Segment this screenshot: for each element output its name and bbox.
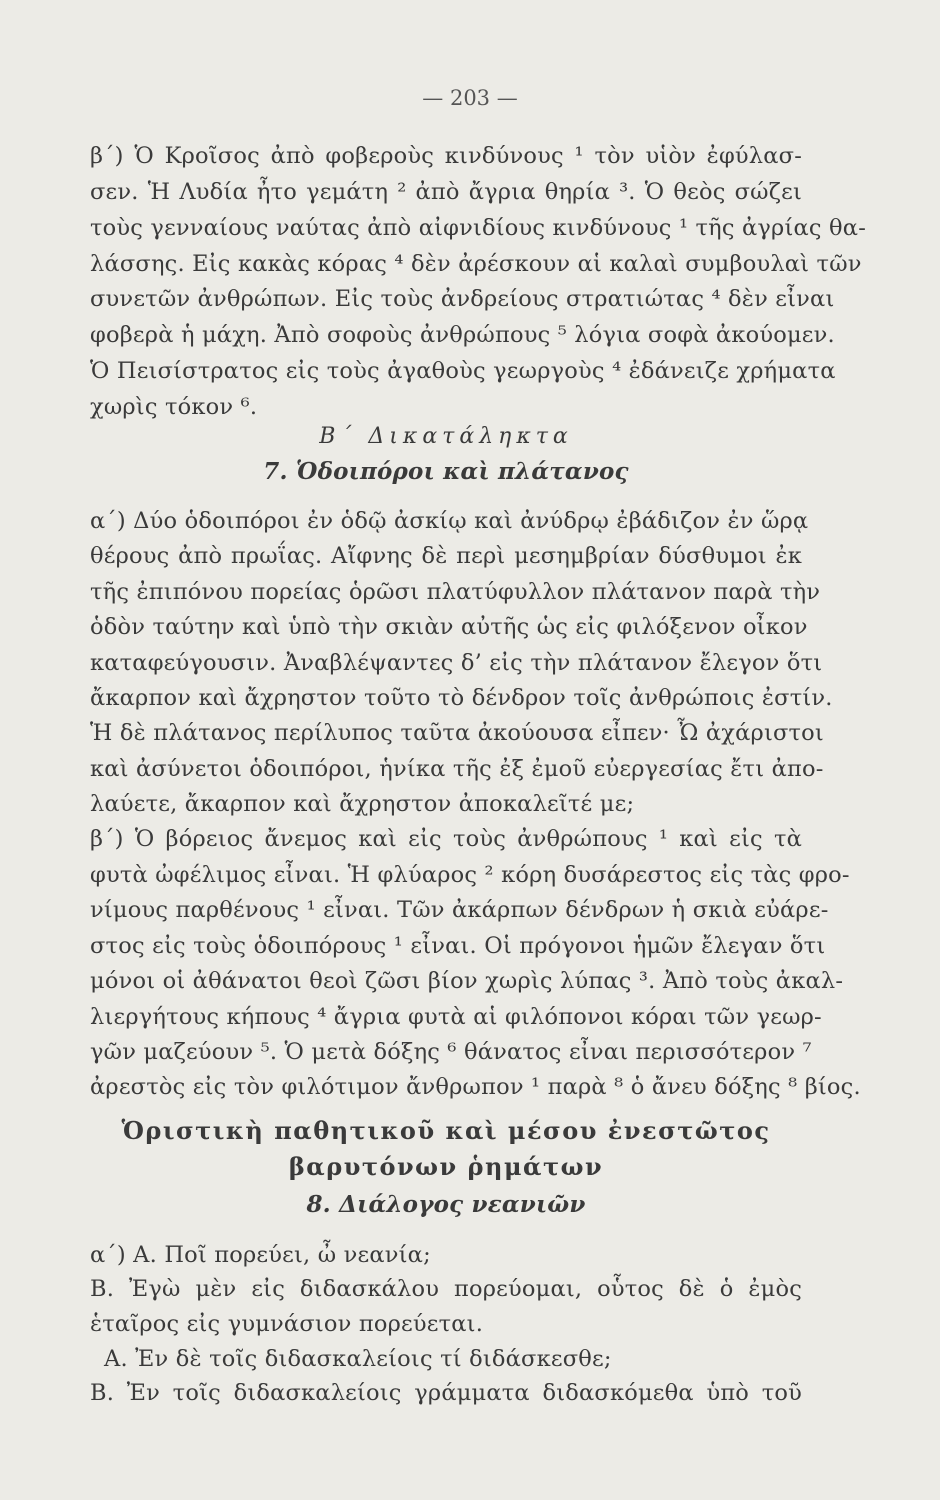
text-line: ὁδὸν ταύτην καὶ ὑπὸ τὴν σκιὰν αὐτῆς ὡς εἰς φιλόξενον οἶκον: [90, 614, 808, 640]
text-line: ἀρεστὸς εἰς τὸν φιλότιμον ἄνθρωπον ¹ παρὰ ⁸ ὁ ἄνευ δόξης ⁸ βίος.: [90, 1074, 861, 1100]
text-line: Ἡ δὲ πλάτανος περίλυπος ταῦτα ἀκούουσα εἶπεν· Ὦ ἀχάριστοι: [90, 720, 824, 746]
dialogue-line: Β. Ἐγὼ μὲν εἰς διδασκάλου πορεύομαι, οὗτος δὲ ὁ ἐμὸς: [90, 1276, 802, 1302]
text-line: ἄκαρπον καὶ ἄχρηστον τοῦτο τὸ δένδρον τοῖς ἀνθρώποις ἐστίν.: [90, 685, 833, 711]
text-line: συνετῶν ἀνθρώπων. Εἰς τοὺς ἀνδρείους στρατιώτας ⁴ δὲν εἶναι: [90, 286, 835, 312]
lesson-title: 7. Ὁδοιπόροι καὶ πλάτανος: [263, 458, 629, 485]
text-line: λιεργήτους κήπους ⁴ ἄγρια φυτὰ αἱ φιλόπονοι κόραι τῶν γεωρ-: [90, 1004, 822, 1030]
text-line: λαύετε, ἄκαρπον καὶ ἄχρηστον ἀποκαλεῖτέ με;: [90, 791, 635, 817]
text-line: νίμους παρθένους ¹ εἶναι. Τῶν ἀκάρπων δένδρων ἡ σκιὰ εὐάρε-: [90, 897, 829, 923]
text-line: α΄) Δύο ὁδοιπόροι ἐν ὁδῷ ἀσκίῳ καὶ ἀνύδρῳ ἐβάδιζον ἐν ὥρᾳ: [90, 508, 809, 534]
text-line: χωρὶς τόκον ⁶.: [90, 394, 258, 420]
text-line: γῶν μαζεύουν ⁵. Ὁ μετὰ δόξης ⁶ θάνατος εἶναι περισσότερον ⁷: [90, 1039, 812, 1065]
text-line: Ὁ Πεισίστρατος εἰς τοὺς ἀγαθοὺς γεωργοὺς ⁴ ἐδάνειζε χρήματα: [90, 358, 836, 384]
dialogue-line: Α. Ἐν δὲ τοῖς διδασκαλείοις τί διδάσκεσθε;: [104, 1346, 612, 1372]
dialogue-line: ἑταῖρος εἰς γυμνάσιον πορεύεται.: [90, 1311, 484, 1337]
text-line: στος εἰς τοὺς ὁδοιπόρους ¹ εἶναι. Οἱ πρόγονοι ἡμῶν ἔλεγαν ὅτι: [90, 933, 826, 959]
text-line: καὶ ἀσύνετοι ὁδοιπόροι, ἡνίκα τῆς ἐξ ἐμοῦ εὐεργεσίας ἔτι ἀπο-: [90, 756, 824, 782]
text-line: β΄) Ὁ βόρειος ἄνεμος καὶ εἰς τοὺς ἀνθρώπους ¹ καὶ εἰς τὰ: [90, 826, 802, 852]
page-number: — 203 —: [422, 86, 518, 110]
text-line: β΄) Ὁ Κροῖσος ἀπὸ φοβεροὺς κινδύνους ¹ τὸν υἱὸν ἐφύλασ-: [90, 143, 802, 169]
text-line: καταφεύγουσιν. Ἀναβλέψαντες δ’ εἰς τὴν πλάτανον ἔλεγον ὅτι: [90, 650, 823, 676]
grammar-heading: Ὁριστικὴ παθητικοῦ καὶ μέσου ἐνεστῶτος: [121, 1116, 771, 1145]
text-line: λάσσης. Εἰς κακὰς κόρας ⁴ δὲν ἀρέσκουν αἱ καλαὶ συμβουλαὶ τῶν: [90, 251, 862, 277]
text-line: τοὺς γενναίους ναύτας ἀπὸ αἰφνιδίους κινδύνους ¹ τῆς ἀγρίας θα-: [90, 215, 866, 241]
text-line: φυτὰ ὠφέλιμος εἶναι. Ἡ φλύαρος ² κόρη δυσάρεστος εἰς τὰς φρο-: [90, 862, 850, 888]
section-subheading: Β΄ Δικατάληκτα: [319, 424, 573, 449]
text-line: σεν. Ἡ Λυδία ἦτο γεμάτη ² ἀπὸ ἄγρια θηρία ³. Ὁ θεὸς σώζει: [90, 179, 802, 205]
text-line: φοβερὰ ἡ μάχη. Ἀπὸ σοφοὺς ἀνθρώπους ⁵ λόγια σοφὰ ἀκούομεν.: [90, 322, 835, 348]
grammar-heading: βαρυτόνων ῥημάτων: [288, 1152, 604, 1181]
text-line: τῆς ἐπιπόνου πορείας ὁρῶσι πλατύφυλλον πλάτανον παρὰ τὴν: [90, 579, 821, 605]
dialogue-line: Β. Ἐν τοῖς διδασκαλείοις γράμματα διδασκόμεθα ὑπὸ τοῦ: [90, 1380, 802, 1406]
text-line: μόνοι οἱ ἀθάνατοι θεοὶ ζῶσι βίον χωρὶς λύπας ³. Ἀπὸ τοὺς ἀκαλ-: [90, 968, 844, 994]
lesson-title: 8. Διάλογος νεανιῶν: [306, 1191, 586, 1218]
text-line: θέρους ἀπὸ πρωΐας. Αἴφνης δὲ περὶ μεσημβρίαν δύσθυμοι ἐκ: [90, 543, 802, 569]
dialogue-line: α΄) Α. Ποῖ πορεύει, ὦ νεανία;: [90, 1242, 431, 1268]
